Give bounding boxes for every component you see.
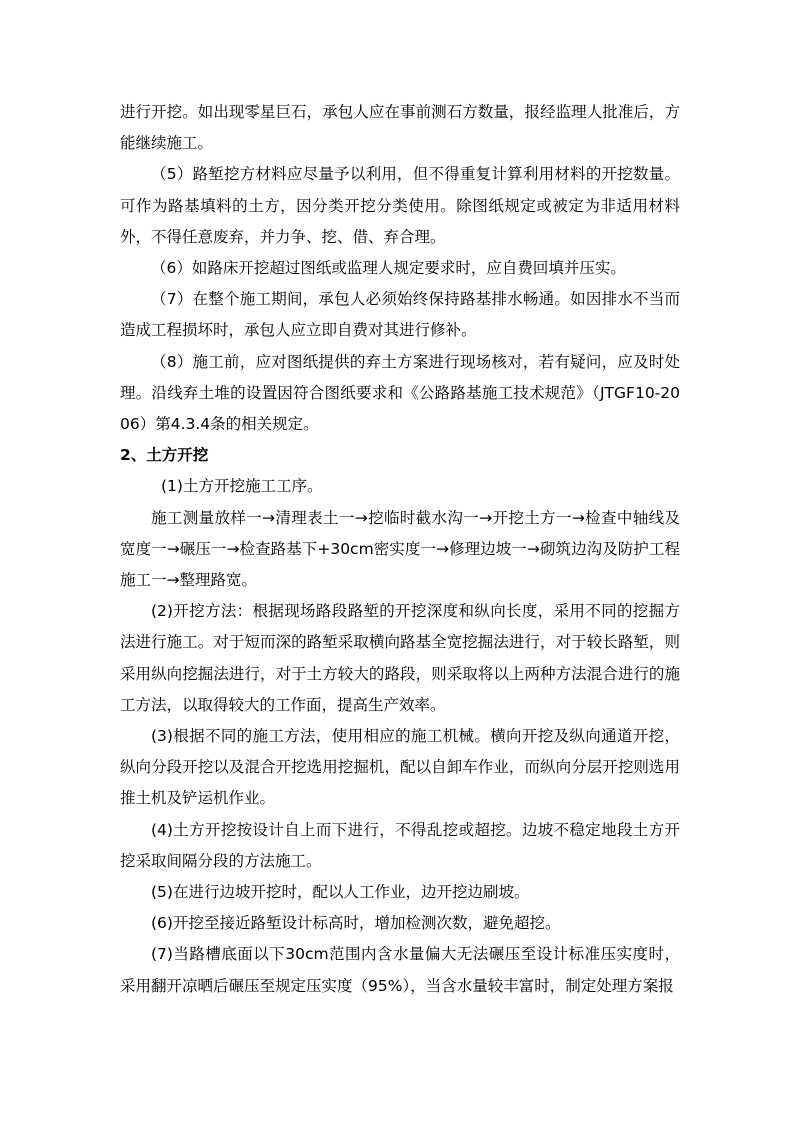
sub-paragraph-2: (2)开挖方法：根据现场路段路堑的开挖深度和纵向长度，采用不同的挖掘方法进行施工。对于短而深的路堑采取横向路基全宽挖掘法进行，对于较长路堑，则采用纵向挖掘法进行，对于土方较大的路段，则采取将以上两种方法混合进行的施工方法，以取得较大的工作面，提高生产效率。 bbox=[120, 602, 680, 714]
process-flow-paragraph: 施工测量放样一→清理表土一→挖临时截水沟一→开挖土方一→检查中轴线及宽度一→碾压一→检查路基下+30cm密实度一→修理边坡一→砌筑边沟及防护工程施工一→整理路宽。 bbox=[120, 508, 680, 590]
sub-paragraph-6: (6)开挖至接近路堑设计标高时，增加检测次数，避免超挖。 bbox=[151, 914, 561, 933]
section-heading: 2、土方开挖 bbox=[120, 446, 209, 465]
sub-paragraph-7: (7)当路槽底面以下30cm范围内含水量偏大无法碾压至设计标准压实度时，采用翻开凉晒后碾压至规定压实度（95%），当含水量较丰富时，制定处理方案报 bbox=[120, 945, 680, 995]
sub-paragraph-5: (5)在进行边坡开挖时，配以人工作业，边开挖边刷坡。 bbox=[151, 883, 530, 902]
paragraph-item-5: （5）路堑挖方材料应尽量予以利用，但不得重复计算利用材料的开挖数量。可作为路基填料的土方，因分类开挖分类使用。除图纸规定或被定为非适用材料外，不得任意废弃，并力争、挖、借、弃合理。 bbox=[120, 165, 680, 246]
paragraph-item-8: （8）施工前，应对图纸提供的弃土方案进行现场核对，若有疑问，应及时处理。沿线弃土堆的设置因符合图纸要求和《公路路基施工技术规范》（JTGF10-2006）第4.3.4条的相关规定。 bbox=[120, 352, 680, 434]
sub-paragraph-1: (1)土方开挖施工工序。 bbox=[161, 477, 323, 496]
sub-paragraph-4: (4)土方开挖按设计自上而下进行，不得乱挖或超挖。边坡不稳定地段土方开挖采取间隔分段的方法施工。 bbox=[120, 820, 680, 870]
paragraph-item-7: （7）在整个施工期间，承包人必须始终保持路基排水畅通。如因排水不当而造成工程损坏时，承包人应立即自费对其进行修补。 bbox=[120, 290, 680, 340]
document-page bbox=[120, 97, 680, 1002]
paragraph-continuation: 进行开挖。如出现零星巨石，承包人应在事前测石方数量，报经监理人批准后，方能继续施工。 bbox=[120, 103, 680, 153]
sub-paragraph-3: (3)根据不同的施工方法，使用相应的施工机械。横向开挖及纵向通道开挖，纵向分段开挖以及混合开挖选用挖掘机，配以自卸车作业，而纵向分层开挖则选用推土机及铲运机作业。 bbox=[120, 727, 680, 808]
paragraph-item-6: （6）如路床开挖超过图纸或监理人规定要求时，应自费回填并压实。 bbox=[151, 259, 626, 278]
